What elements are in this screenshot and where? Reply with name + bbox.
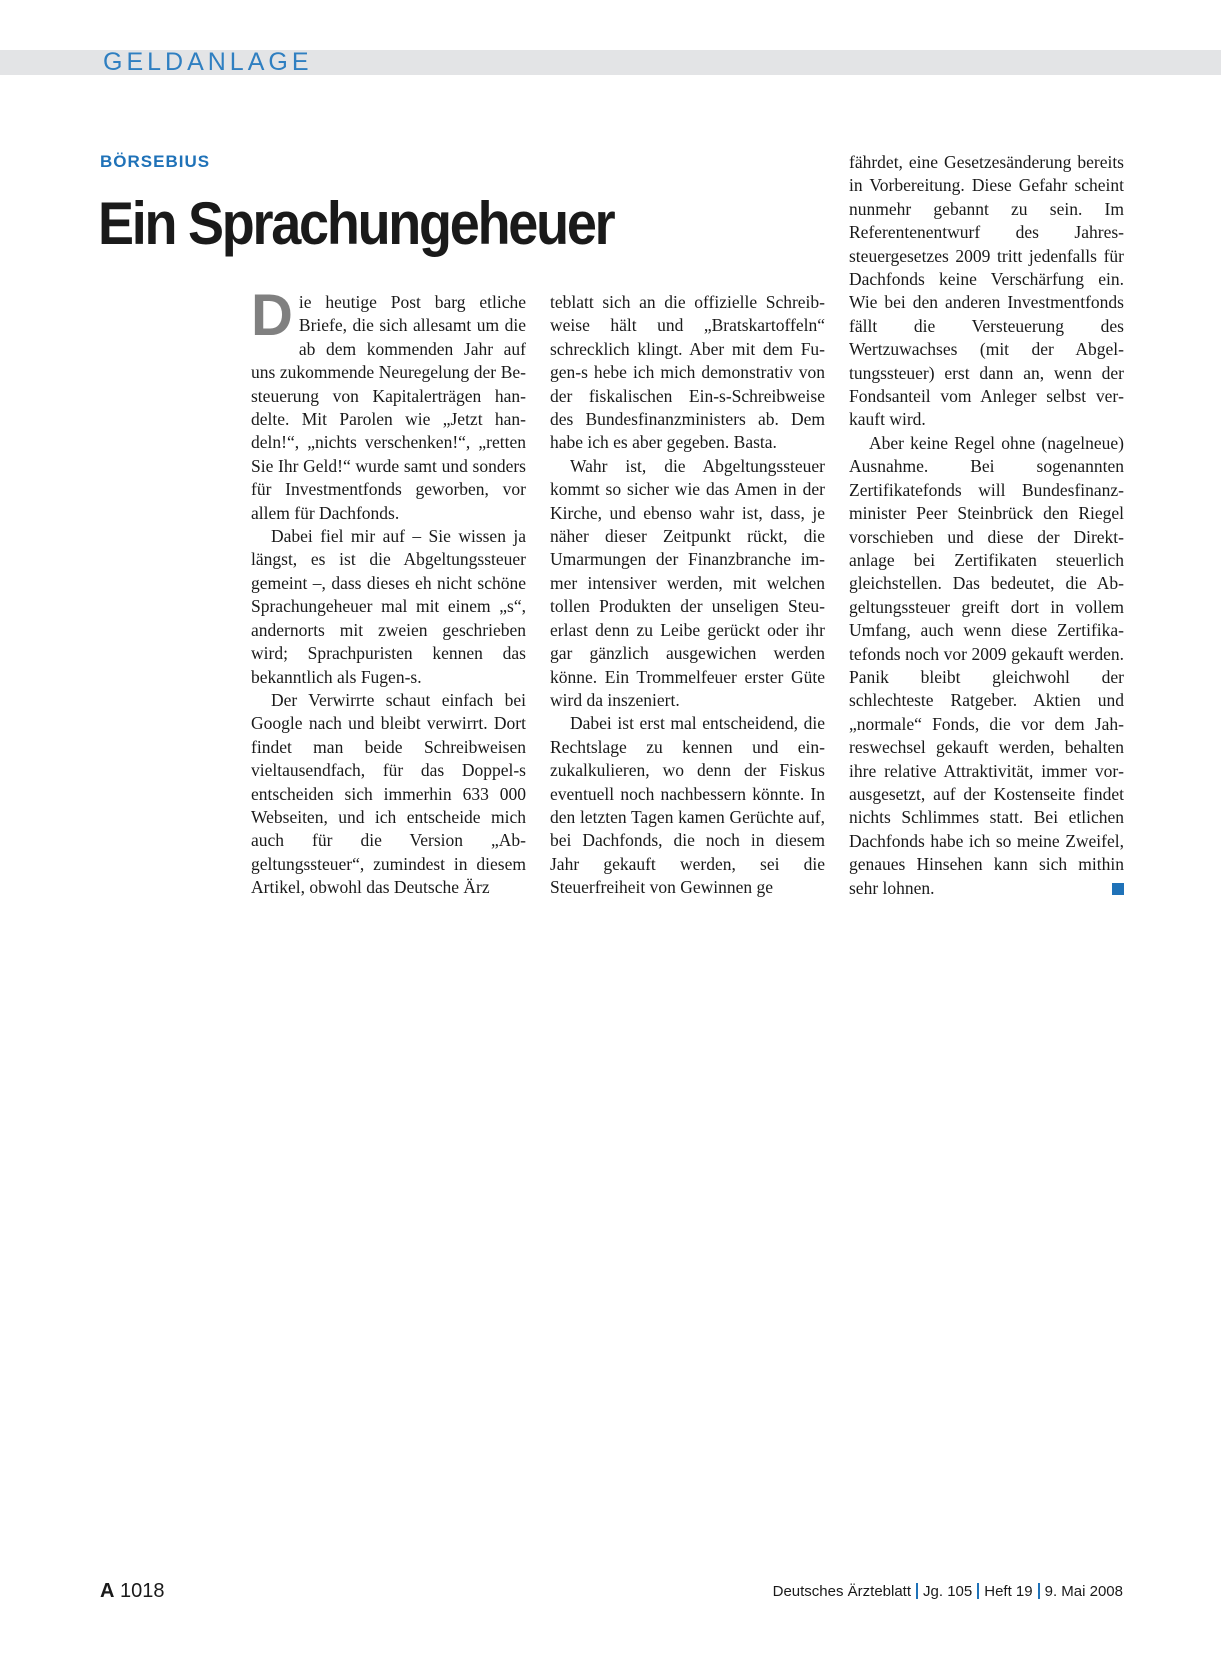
drop-cap: D (251, 283, 293, 348)
end-mark-icon (1112, 883, 1124, 895)
page-number-value: 1018 (120, 1580, 165, 1602)
paragraph: fährdet, eine Gesetzesänderung bereits in Vorbereitung. Diese Gefahr scheint nunmehr gebannt zu sein. Im Referentenentwurf des Jahressteuergesetzes 2009 tritt jedenfalls für Dachfonds keine Verschärfung ein. Wie bei den anderen Investmentfonds fällt die Versteuerung des Wertzuwachses (mit der Abgeltungssteuer) erst dann an, wenn der Fondsanteil vom Anleger selbst verkauft wird. (849, 152, 1124, 430)
paragraph: Der Verwirrte schaut einfach bei Google nach und bleibt verwirrt. Dort findet man beide Schreibweisen vieltausendfach, für das Doppel-s entscheiden sich immerhin 633 000 Webseiten, und ich entscheide mich auch für die Version „Abgeltungssteuer“, zumindest in diesem Artikel, obwohl das Deutsche Ärz (251, 689, 526, 898)
paragraph (849, 432, 1124, 900)
paragraph: teblatt sich an die offizielle Schreibweise hält und „Bratskartoffeln“ schrecklich klingt. Aber mit dem Fugen-s hebe ich mich demonstrativ von der fiskalischen Ein-s-Schreibweise des Bundesfinanzministers ab. Dem habe ich es aber gegeben. Basta. (550, 292, 825, 453)
paragraph: Dabei ist erst mal entscheidend, die Rechtslage zu kennen und einzukalkulieren, wo denn der Fiskus eventuell noch nachbessern könnte. In den letzten Tagen kamen Gerüchte auf, bei Dachfonds, die noch in diesem Jahr gekauft werden, sei die Steuerfreiheit von Gewinnen ge (550, 713, 825, 898)
separator (1038, 1583, 1040, 1599)
separator (916, 1583, 918, 1599)
section-label: GELDANLAGE (103, 48, 313, 76)
journal-volume: Jg. 105 (923, 1583, 973, 1600)
article-column-3 (849, 151, 1124, 900)
separator (977, 1583, 979, 1599)
article-kicker: BÖRSEBIUS (100, 152, 211, 171)
article-column-2 (550, 291, 825, 900)
journal-issue: Heft 19 (984, 1583, 1033, 1600)
article-column-1 (251, 283, 526, 900)
paragraph-text: ie heutige Post barg etliche Briefe, die sich allesamt um die ab dem kommenden Jahr auf uns zukommende Neuregelung der Besteuerung von Kapitalerträgen handelte. Mit Parolen wie „Jetzt handeln!“, „nichts verschenken!“, „retten Sie Ihr Geld!“ wurde samt und sonders für Investmentfonds geworben, vor allem für Dachfonds. (251, 292, 526, 523)
paragraph: Wahr ist, die Abgeltungssteuer kommt so sicher wie das Amen in der Kirche, und ebenso wahr ist, dass, je näher dieser Zeitpunkt rückt, die Umarmungen der Finanzbranche immer intensiver werden, mit welchen tollen Produkten der unseligen Steuerlast denn zu Leibe gerückt oder ihr gar gänzlich ausgewichen werden könne. Ein Trommelfeuer erster Güte wird da inszeniert. (550, 455, 825, 710)
paragraph: Dabei fiel mir auf – Sie wissen ja längst, es ist die Abgeltungssteuer gemeint –, dass dieses eh nicht schöne Sprachungeheuer mal mit einem „s“, andernorts mit zweien geschrieben wird; Sprachpuristen kennen das bekanntlich als Fugen-s. (251, 526, 526, 687)
journal-name: Deutsches Ärzteblatt (772, 1583, 912, 1600)
journal-date: 9. Mai 2008 (1044, 1583, 1123, 1600)
page-prefix: A (100, 1580, 115, 1602)
article-title: Ein Sprachungeheuer (98, 190, 614, 257)
paragraph-text: Aber keine Regel ohne (nagelneue) Ausnahme. Bei sogenannten Zertifikatefonds will Bundesfinanzminister Peer Steinbrück den Riegel vorschieben und diese der Direktanlage bei Zertifikaten steuerlich gleichstellen. Das bedeutet, die Abgeltungssteuer greift dort in vollem Umfang, auch wenn diese Zertifikatefonds noch vor 2009 gekauft werden. Panik bleibt gleichwohl der schlechteste Ratgeber. Aktien und „normale“ Fonds, die vor dem Jahreswechsel gekauft werden, behalten ihre relative Attraktivität, immer vorausgesetzt, auf der Kostenseite findet nichts Schlimmes statt. Bei etlichen Dachfonds habe ich so meine Zweifel, genaues Hinsehen kann sich mithin sehr lohnen. (849, 432, 1124, 898)
page-number (100, 1580, 165, 1603)
paragraph (251, 283, 526, 525)
journal-info (773, 1583, 1123, 1600)
